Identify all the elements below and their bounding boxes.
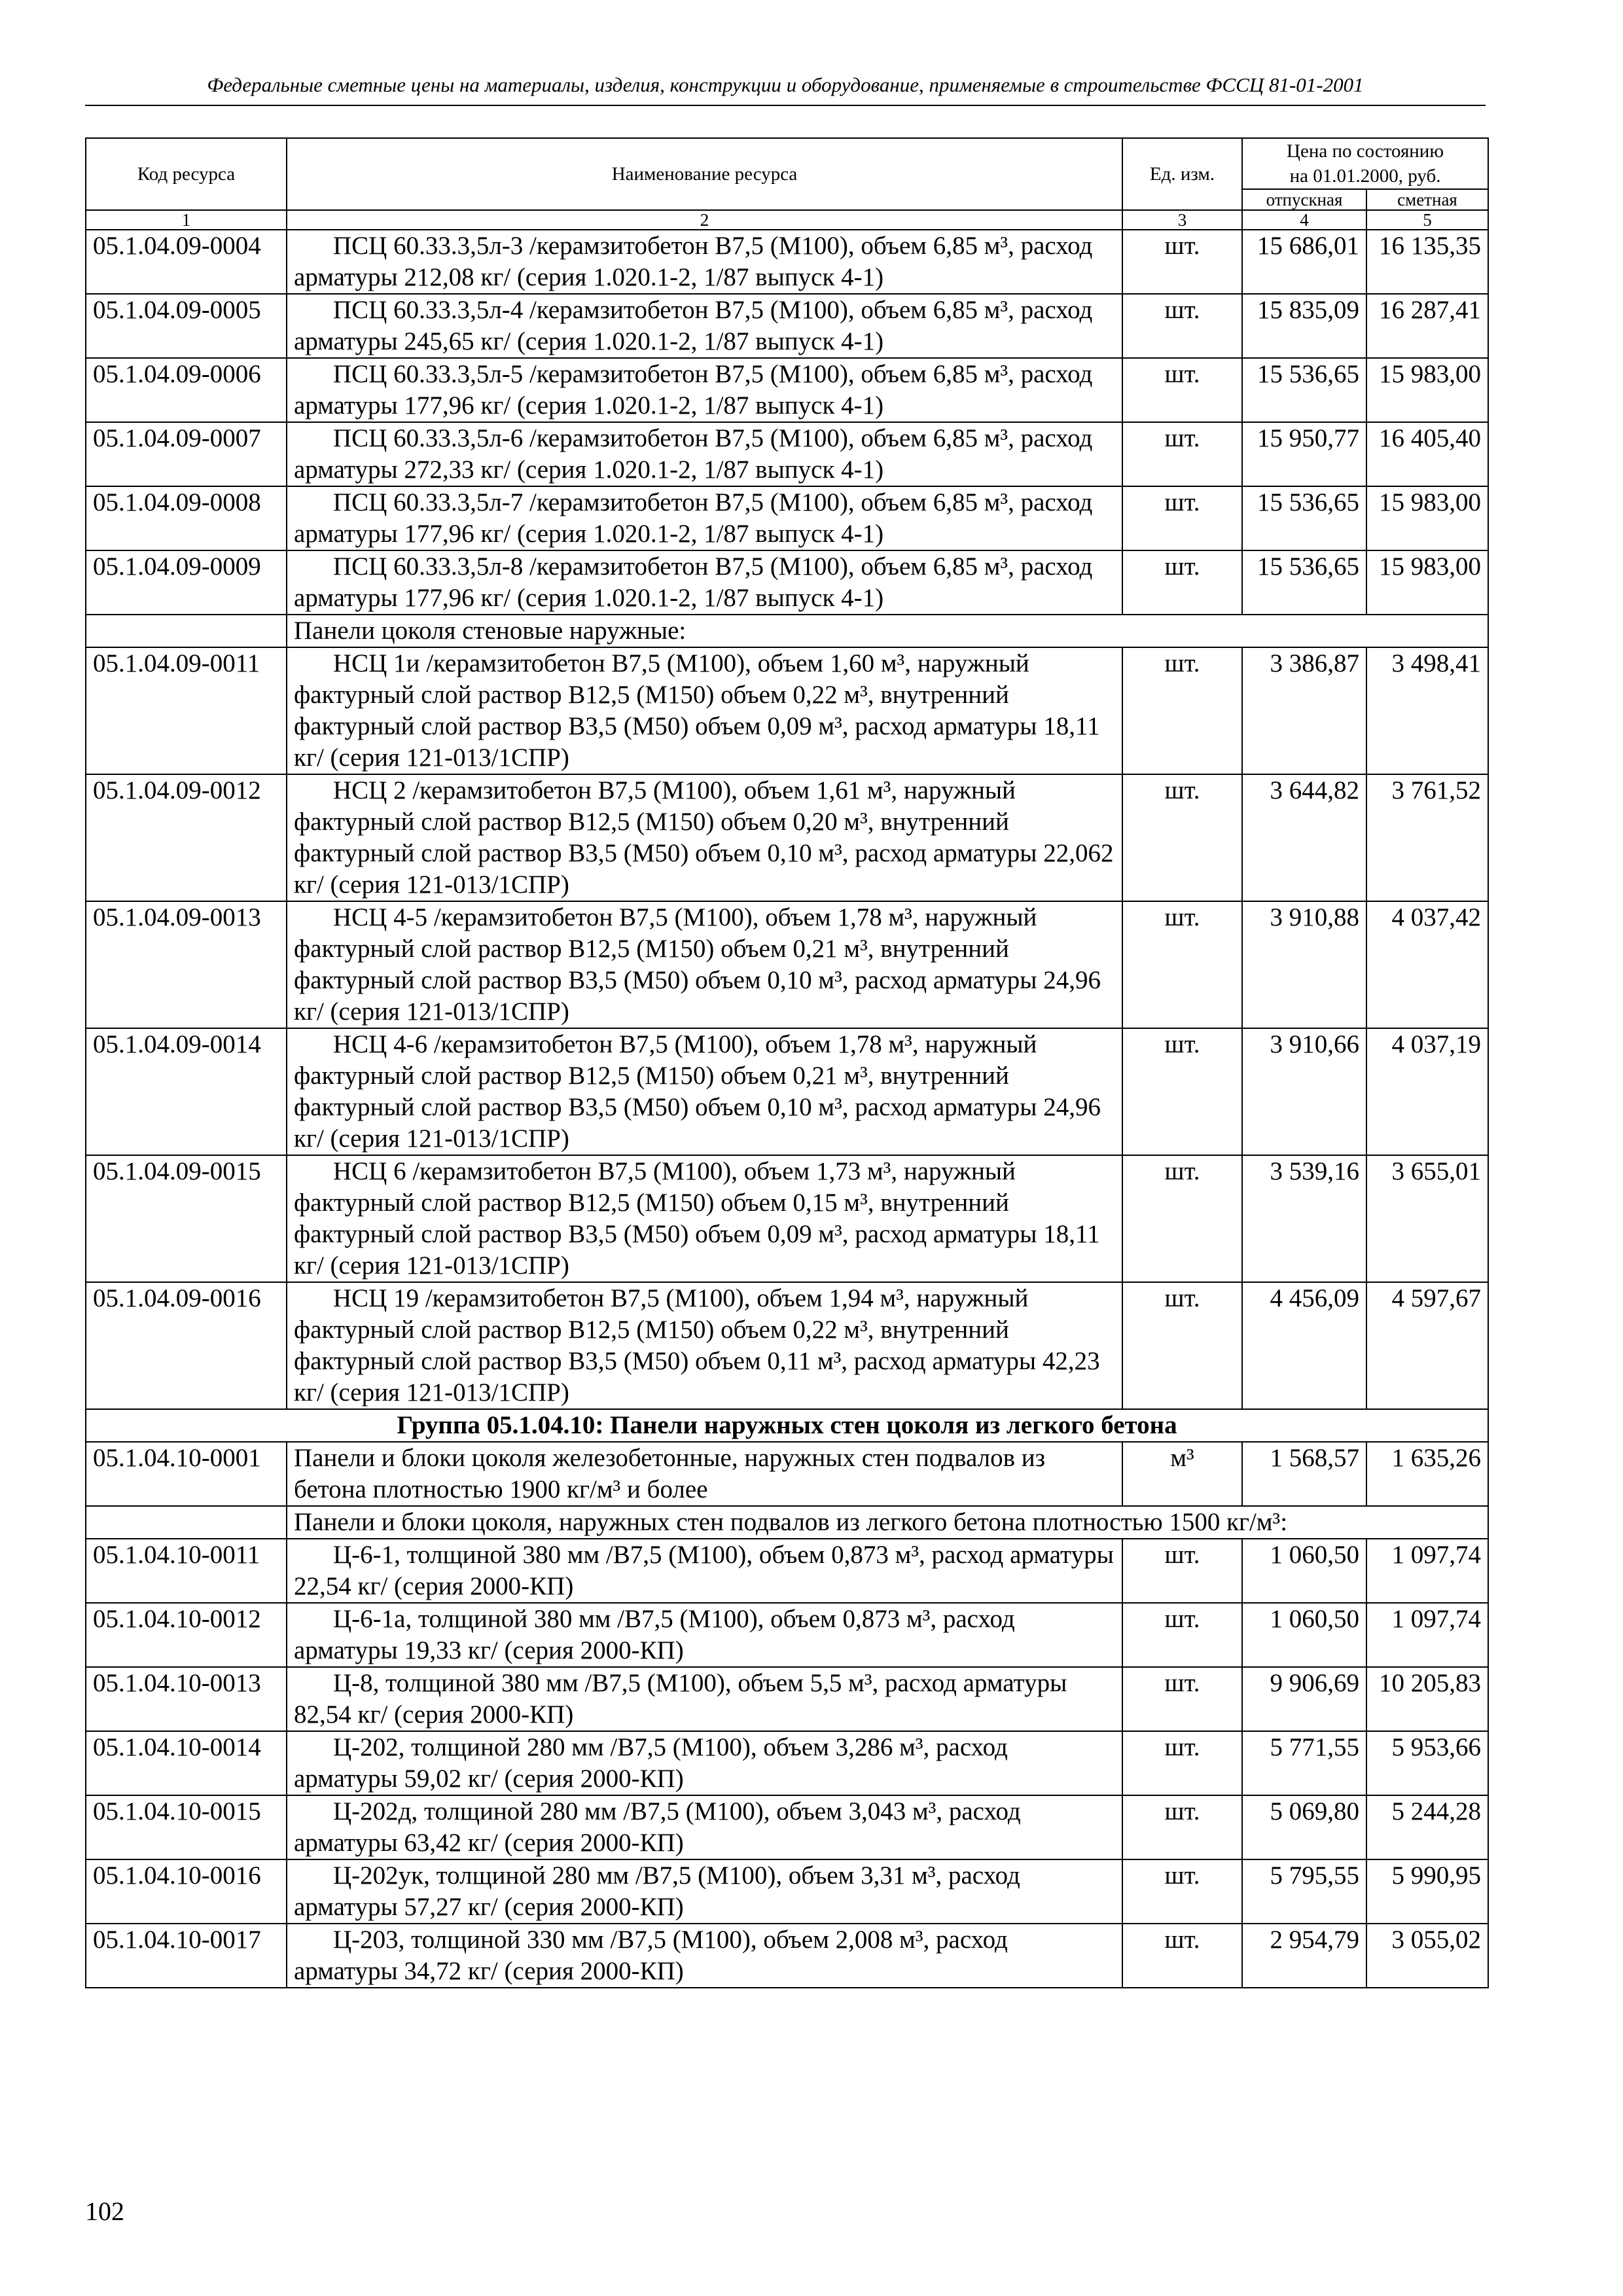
table-row <box>86 1859 1488 1924</box>
estimate-price: 15 983,00 <box>1366 550 1488 615</box>
estimate-price: 1 097,74 <box>1366 1603 1488 1667</box>
release-price: 1 060,50 <box>1242 1539 1366 1603</box>
release-price: 3 386,87 <box>1242 647 1366 774</box>
column-header-price: Цена по состоянию на 01.01.2000, руб. <box>1242 138 1488 189</box>
resource-name: ПСЦ 60.33.3,5л-6 /керамзитобетон В7,5 (М100), объем 6,85 м³, расход арматуры 272,33 кг/ (серия 1.020.1-2, 1/87 выпуск 4-1) <box>287 422 1122 486</box>
resource-name: НСЦ 2 /керамзитобетон В7,5 (М100), объем 1,61 м³, наружный фактурный слой раствор В12,5 (М150) объем 0,20 м³, внутренний фактурный слой раствор В3,5 (М50) объем 0,10 м³, расход арматуры 22,062 кг/ (серия 121-013/1СПР) <box>287 774 1122 901</box>
resource-unit: шт. <box>1122 294 1242 358</box>
resource-code: 05.1.04.09-0013 <box>86 901 287 1028</box>
estimate-price: 15 983,00 <box>1366 486 1488 550</box>
group-row <box>86 1409 1488 1442</box>
column-number: 2 <box>287 210 1122 230</box>
column-header-code: Код ресурса <box>86 138 287 210</box>
resource-unit: м³ <box>1122 1442 1242 1506</box>
estimate-price: 10 205,83 <box>1366 1667 1488 1731</box>
table-row <box>86 358 1488 422</box>
subheading-row <box>86 615 1488 647</box>
release-price: 2 954,79 <box>1242 1924 1366 1988</box>
resource-code: 05.1.04.09-0007 <box>86 422 287 486</box>
subheading-row <box>86 1506 1488 1539</box>
resource-code: 05.1.04.09-0015 <box>86 1155 287 1282</box>
resource-code: 05.1.04.10-0011 <box>86 1539 287 1603</box>
column-number: 4 <box>1242 210 1366 230</box>
resource-unit: шт. <box>1122 901 1242 1028</box>
release-price: 15 950,77 <box>1242 422 1366 486</box>
group-title: Группа 05.1.04.10: Панели наружных стен цоколя из легкого бетона <box>86 1409 1488 1442</box>
resource-name: Панели и блоки цоколя железобетонные, наружных стен подвалов из бетона плотностью 1900 кг/м³ и более <box>287 1442 1122 1506</box>
resource-unit: шт. <box>1122 1603 1242 1667</box>
resource-unit: шт. <box>1122 230 1242 294</box>
release-price: 5 771,55 <box>1242 1731 1366 1795</box>
estimate-price: 5 990,95 <box>1366 1859 1488 1924</box>
table-row <box>86 1442 1488 1506</box>
resource-unit: шт. <box>1122 422 1242 486</box>
resource-unit: шт. <box>1122 1924 1242 1988</box>
table-body <box>86 230 1488 1988</box>
release-price: 3 644,82 <box>1242 774 1366 901</box>
estimate-price: 4 037,19 <box>1366 1028 1488 1155</box>
resource-code: 05.1.04.09-0011 <box>86 647 287 774</box>
resource-unit: шт. <box>1122 1155 1242 1282</box>
column-header-name: Наименование ресурса <box>287 138 1122 210</box>
release-price: 15 686,01 <box>1242 230 1366 294</box>
estimate-price: 16 405,40 <box>1366 422 1488 486</box>
resource-code: 05.1.04.09-0006 <box>86 358 287 422</box>
release-price: 15 536,65 <box>1242 358 1366 422</box>
release-price: 4 456,09 <box>1242 1282 1366 1409</box>
table-row <box>86 1155 1488 1282</box>
resource-unit: шт. <box>1122 1667 1242 1731</box>
table-row <box>86 1924 1488 1988</box>
resource-unit: шт. <box>1122 1795 1242 1859</box>
release-price: 5 795,55 <box>1242 1859 1366 1924</box>
resource-name: ПСЦ 60.33.3,5л-7 /керамзитобетон В7,5 (М100), объем 6,85 м³, расход арматуры 177,96 кг/ (серия 1.020.1-2, 1/87 выпуск 4-1) <box>287 486 1122 550</box>
resource-name: ПСЦ 60.33.3,5л-3 /керамзитобетон В7,5 (М100), объем 6,85 м³, расход арматуры 212,08 кг/ (серия 1.020.1-2, 1/87 выпуск 4-1) <box>287 230 1122 294</box>
table-row <box>86 1731 1488 1795</box>
resource-code: 05.1.04.09-0004 <box>86 230 287 294</box>
release-price: 3 910,66 <box>1242 1028 1366 1155</box>
table-row <box>86 1539 1488 1603</box>
header-rule <box>85 105 1486 106</box>
estimate-price: 4 597,67 <box>1366 1282 1488 1409</box>
resource-code: 05.1.04.09-0008 <box>86 486 287 550</box>
empty-cell <box>86 1506 287 1539</box>
table-row <box>86 1667 1488 1731</box>
release-price: 3 539,16 <box>1242 1155 1366 1282</box>
resource-code: 05.1.04.09-0016 <box>86 1282 287 1409</box>
column-header-estimate: сметная <box>1366 189 1488 210</box>
empty-cell <box>86 615 287 647</box>
column-number: 1 <box>86 210 287 230</box>
release-price: 15 835,09 <box>1242 294 1366 358</box>
table-row <box>86 647 1488 774</box>
page-number: 102 <box>85 2197 124 2226</box>
subheading-text: Панели и блоки цоколя, наружных стен подвалов из легкого бетона плотностью 1500 кг/м³: <box>287 1506 1488 1539</box>
column-header-release: отпускная <box>1242 189 1366 210</box>
resource-unit: шт. <box>1122 774 1242 901</box>
resource-name: Ц-6-1а, толщиной 380 мм /В7,5 (М100), объем 0,873 м³, расход арматуры 19,33 кг/ (серия 2000-КП) <box>287 1603 1122 1667</box>
table-row <box>86 774 1488 901</box>
estimate-price: 1 097,74 <box>1366 1539 1488 1603</box>
estimate-price: 3 498,41 <box>1366 647 1488 774</box>
subheading-text: Панели цоколя стеновые наружные: <box>287 615 1488 647</box>
resource-name: Ц-203, толщиной 330 мм /В7,5 (М100), объем 2,008 м³, расход арматуры 34,72 кг/ (серия 2000-КП) <box>287 1924 1122 1988</box>
resource-code: 05.1.04.10-0015 <box>86 1795 287 1859</box>
table-row <box>86 1795 1488 1859</box>
table-row <box>86 901 1488 1028</box>
table-row <box>86 550 1488 615</box>
resource-name: ПСЦ 60.33.3,5л-5 /керамзитобетон В7,5 (М100), объем 6,85 м³, расход арматуры 177,96 кг/ (серия 1.020.1-2, 1/87 выпуск 4-1) <box>287 358 1122 422</box>
resource-name: ПСЦ 60.33.3,5л-4 /керамзитобетон В7,5 (М100), объем 6,85 м³, расход арматуры 245,65 кг/ (серия 1.020.1-2, 1/87 выпуск 4-1) <box>287 294 1122 358</box>
resource-name: ПСЦ 60.33.3,5л-8 /керамзитобетон В7,5 (М100), объем 6,85 м³, расход арматуры 177,96 кг/ (серия 1.020.1-2, 1/87 выпуск 4-1) <box>287 550 1122 615</box>
estimate-price: 16 135,35 <box>1366 230 1488 294</box>
resource-name: НСЦ 4-6 /керамзитобетон В7,5 (М100), объем 1,78 м³, наружный фактурный слой раствор В12,5 (М150) объем 0,21 м³, внутренний фактурный слой раствор В3,5 (М50) объем 0,10 м³, расход арматуры 24,96 кг/ (серия 121-013/1СПР) <box>287 1028 1122 1155</box>
resource-code: 05.1.04.09-0009 <box>86 550 287 615</box>
resource-unit: шт. <box>1122 358 1242 422</box>
resource-name: Ц-8, толщиной 380 мм /В7,5 (М100), объем 5,5 м³, расход арматуры 82,54 кг/ (серия 2000-КП) <box>287 1667 1122 1731</box>
resource-name: НСЦ 6 /керамзитобетон В7,5 (М100), объем 1,73 м³, наружный фактурный слой раствор В12,5 (М150) объем 0,15 м³, внутренний фактурный слой раствор В3,5 (М50) объем 0,09 м³, расход арматуры 18,11 кг/ (серия 121-013/1СПР) <box>287 1155 1122 1282</box>
resource-unit: шт. <box>1122 1028 1242 1155</box>
release-price: 3 910,88 <box>1242 901 1366 1028</box>
resource-code: 05.1.04.10-0001 <box>86 1442 287 1506</box>
release-price: 9 906,69 <box>1242 1667 1366 1731</box>
column-number: 3 <box>1122 210 1242 230</box>
resource-unit: шт. <box>1122 1731 1242 1795</box>
estimate-price: 15 983,00 <box>1366 358 1488 422</box>
estimate-price: 3 655,01 <box>1366 1155 1488 1282</box>
release-price: 15 536,65 <box>1242 486 1366 550</box>
table-row <box>86 230 1488 294</box>
resource-code: 05.1.04.10-0016 <box>86 1859 287 1924</box>
column-number: 5 <box>1366 210 1488 230</box>
running-header: Федеральные сметные цены на материалы, изделия, конструкции и оборудование, применяемые в строительстве ФССЦ 81-01-2001 <box>207 73 1364 96</box>
table-row <box>86 422 1488 486</box>
estimate-price: 3 761,52 <box>1366 774 1488 901</box>
resource-unit: шт. <box>1122 647 1242 774</box>
resource-name: НСЦ 19 /керамзитобетон В7,5 (М100), объем 1,94 м³, наружный фактурный слой раствор В12,5 (М150) объем 0,22 м³, внутренний фактурный слой раствор В3,5 (М50) объем 0,11 м³, расход арматуры 42,23 кг/ (серия 121-013/1СПР) <box>287 1282 1122 1409</box>
resource-code: 05.1.04.10-0017 <box>86 1924 287 1988</box>
resource-unit: шт. <box>1122 486 1242 550</box>
release-price: 5 069,80 <box>1242 1795 1366 1859</box>
table-row <box>86 1282 1488 1409</box>
resource-name: Ц-202, толщиной 280 мм /В7,5 (М100), объем 3,286 м³, расход арматуры 59,02 кг/ (серия 2000-КП) <box>287 1731 1122 1795</box>
resource-code: 05.1.04.10-0013 <box>86 1667 287 1731</box>
resource-name: Ц-202ук, толщиной 280 мм /В7,5 (М100), объем 3,31 м³, расход арматуры 57,27 кг/ (серия 2000-КП) <box>287 1859 1122 1924</box>
release-price: 1 060,50 <box>1242 1603 1366 1667</box>
table-row <box>86 1603 1488 1667</box>
estimate-price: 16 287,41 <box>1366 294 1488 358</box>
resource-code: 05.1.04.10-0012 <box>86 1603 287 1667</box>
price-table <box>85 137 1489 1988</box>
resource-code: 05.1.04.10-0014 <box>86 1731 287 1795</box>
resource-name: НСЦ 1и /керамзитобетон В7,5 (М100), объем 1,60 м³, наружный фактурный слой раствор В12,5 (М150) объем 0,22 м³, внутренний фактурный слой раствор В3,5 (М50) объем 0,09 м³, расход арматуры 18,11 кг/ (серия 121-013/1СПР) <box>287 647 1122 774</box>
table-row <box>86 1028 1488 1155</box>
resource-unit: шт. <box>1122 1282 1242 1409</box>
resource-name: НСЦ 4-5 /керамзитобетон В7,5 (М100), объем 1,78 м³, наружный фактурный слой раствор В12,5 (М150) объем 0,21 м³, внутренний фактурный слой раствор В3,5 (М50) объем 0,10 м³, расход арматуры 24,96 кг/ (серия 121-013/1СПР) <box>287 901 1122 1028</box>
estimate-price: 4 037,42 <box>1366 901 1488 1028</box>
resource-unit: шт. <box>1122 550 1242 615</box>
resource-name: Ц-202д, толщиной 280 мм /В7,5 (М100), объем 3,043 м³, расход арматуры 63,42 кг/ (серия 2000-КП) <box>287 1795 1122 1859</box>
resource-code: 05.1.04.09-0012 <box>86 774 287 901</box>
resource-unit: шт. <box>1122 1539 1242 1603</box>
resource-code: 05.1.04.09-0005 <box>86 294 287 358</box>
estimate-price: 5 953,66 <box>1366 1731 1488 1795</box>
table-row <box>86 294 1488 358</box>
release-price: 1 568,57 <box>1242 1442 1366 1506</box>
table-row <box>86 486 1488 550</box>
estimate-price: 1 635,26 <box>1366 1442 1488 1506</box>
release-price: 15 536,65 <box>1242 550 1366 615</box>
resource-name: Ц-6-1, толщиной 380 мм /В7,5 (М100), объем 0,873 м³, расход арматуры 22,54 кг/ (серия 2000-КП) <box>287 1539 1122 1603</box>
estimate-price: 3 055,02 <box>1366 1924 1488 1988</box>
column-header-unit: Ед. изм. <box>1122 138 1242 210</box>
resource-code: 05.1.04.09-0014 <box>86 1028 287 1155</box>
resource-unit: шт. <box>1122 1859 1242 1924</box>
estimate-price: 5 244,28 <box>1366 1795 1488 1859</box>
